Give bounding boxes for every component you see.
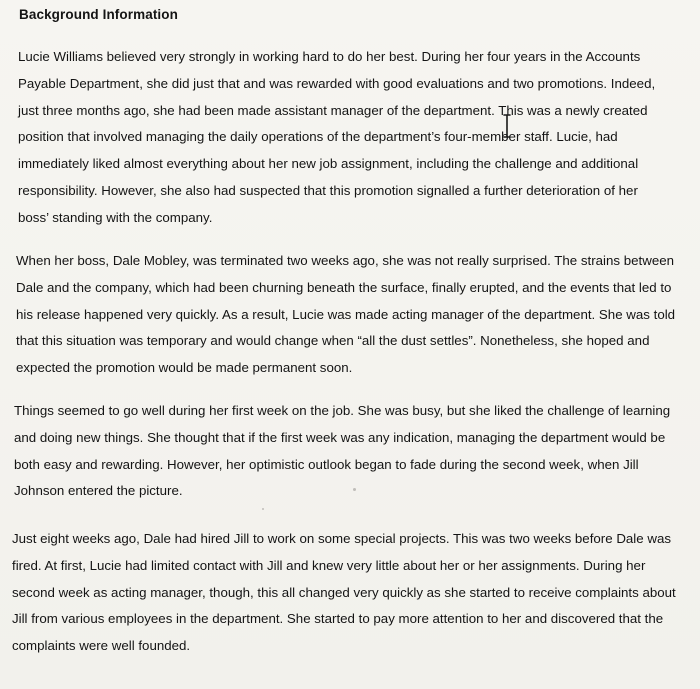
paragraph-line: Johnson entered the picture. (14, 483, 183, 499)
paragraph-line: just three months ago, she had been made assistant manager of the department. This was a newly created (18, 102, 648, 118)
paragraph-line: fired. At first, Lucie had limited contact with Jill and knew very little about her or her assignments. During her (12, 557, 646, 573)
paragraph-line: Things seemed to go well during her first week on the job. She was busy, but she liked the challenge of learning (14, 403, 671, 418)
paragraph-line: Jill from various employees in the department. She started to pay more attention to her and discovered that the (12, 611, 664, 627)
paragraph-line: complaints were well founded. (12, 638, 191, 654)
paragraph-line: boss’ standing with the company. (18, 209, 213, 225)
section-heading: Background Information (19, 7, 178, 22)
paragraph-line: and doing new things. She thought that if the first week was any indication, managing the department would be (14, 429, 666, 445)
text-cursor-icon (503, 114, 511, 138)
paragraph-line: position that involved managing the daily operations of the department’s four-member staff. Lucie, had (18, 129, 618, 145)
paragraph-line: Dale and the company, which had been churning beneath the surface, finally erupted, and the events that led to (16, 279, 672, 295)
paragraph-line: that this situation was temporary and would change when “all the dust settles”. Nonetheless, she hoped and (16, 333, 650, 349)
scan-speck (353, 488, 356, 491)
paragraph-line: expected the promotion would be made permanent soon. (16, 360, 353, 376)
paragraph-2 (16, 248, 700, 382)
paragraph-4 (12, 526, 700, 660)
paragraph-line: Lucie Williams believed very strongly in working hard to do her best. During her four years in the Accounts (18, 49, 641, 64)
paragraph-line: responsibility. However, she also had suspected that this promotion signalled a further deterioration of her (18, 182, 638, 198)
paragraph-line: immediately liked almost everything about her new job assignment, including the challenge and additional (18, 156, 639, 172)
paragraph-line: Just eight weeks ago, Dale had hired Jill to work on some special projects. This was two weeks before Dale was (12, 531, 672, 546)
paragraph-line: Payable Department, she did just that and was rewarded with good evaluations and two promotions. Indeed, (18, 75, 656, 91)
paragraph-line: his release happened very quickly. As a result, Lucie was made acting manager of the department. She was told (16, 306, 676, 322)
paragraph-1 (18, 44, 700, 232)
paragraph-3 (14, 398, 700, 505)
paragraph-line: second week as acting manager, though, this all changed very quickly as she started to receive complaints about (12, 584, 676, 600)
paragraph-line: both easy and rewarding. However, her optimistic outlook began to fade during the second week, when Jill (14, 456, 639, 472)
paragraph-line: When her boss, Dale Mobley, was terminated two weeks ago, she was not really surprised. The strains between (16, 253, 675, 268)
scan-speck (262, 508, 264, 510)
